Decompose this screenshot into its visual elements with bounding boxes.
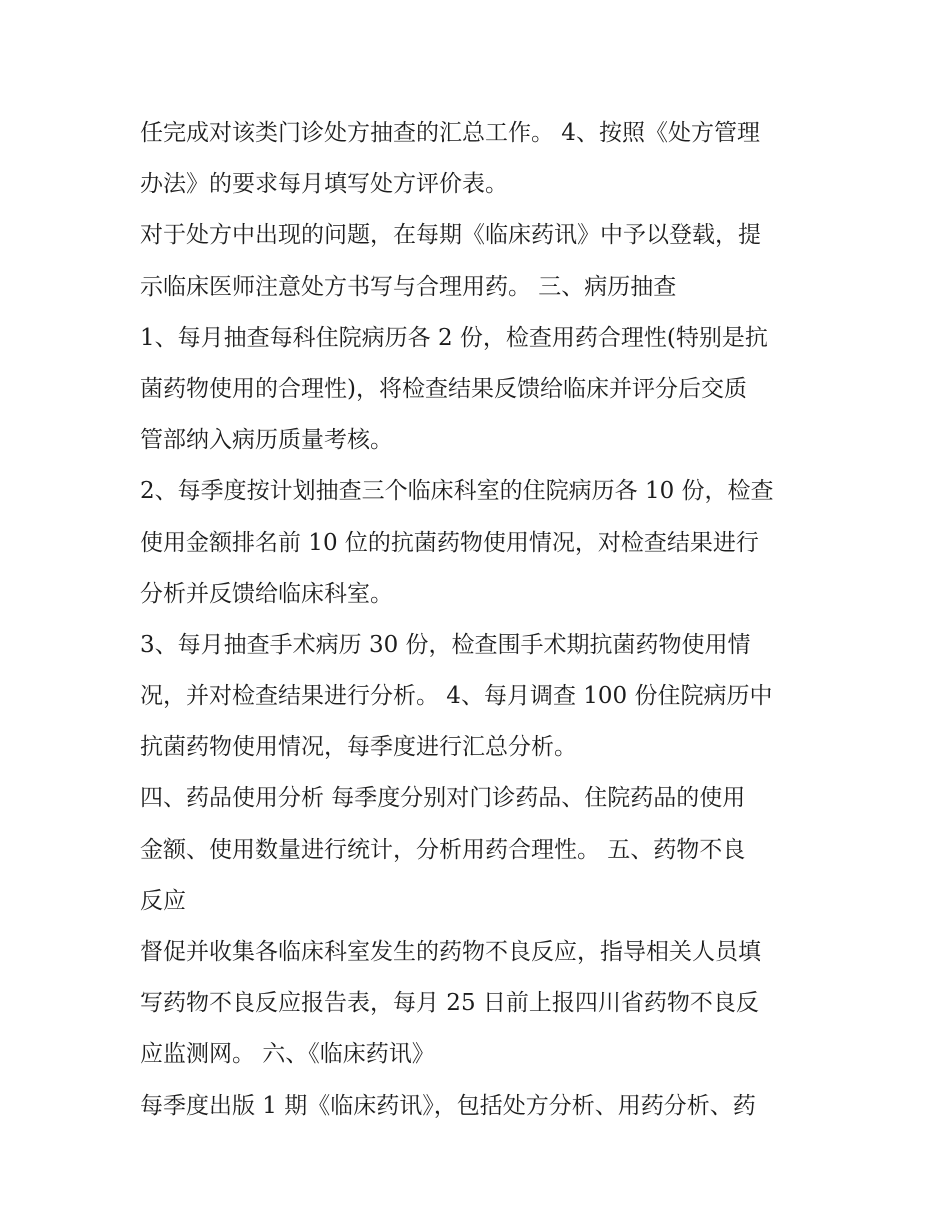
text-line: 2、每季度按计划抽查三个临床科室的住院病历各 10 份，检查 xyxy=(140,478,774,505)
text-line: 督促并收集各临床科室发生的药物不良反应，指导相关人员填 xyxy=(140,939,761,965)
text-line: 况，并对检查结果进行分析。 4、每月调查 100 份住院病历中 xyxy=(140,683,773,710)
text-line: 使用金额排名前 10 位的抗菌药物使用情况，对检查结果进行 xyxy=(140,529,759,556)
text-line: 对于处方中出现的问题，在每期《临床药讯》中予以登载，提 xyxy=(140,222,761,249)
text-line: 菌药物使用的合理性)，将检查结果反馈给临床并评分后交质 xyxy=(140,375,747,402)
text-line: 示临床医师注意处方书写与合理用药。 三、病历抽查 xyxy=(140,273,677,300)
text-line: 任完成对该类门诊处方抽查的汇总工作。 4、按照《处方管理 xyxy=(140,120,760,146)
text-line: 金额、使用数量进行统计，分析用药合理性。 五、药物不良 xyxy=(140,836,746,863)
text-line: 办法》的要求每月填写处方评价表。 xyxy=(140,171,508,198)
text-line: 分析并反馈给临床科室。 xyxy=(140,580,393,607)
text-line: 1、每月抽查每科住院病历各 2 份，检查用药合理性(特别是抗 xyxy=(140,324,768,351)
text-line: 四、药品使用分析 每季度分别对门诊药品、住院药品的使用 xyxy=(140,785,746,812)
text-line: 反应 xyxy=(140,887,186,914)
text-line: 抗菌药物使用情况，每季度进行汇总分析。 xyxy=(140,734,577,761)
text-line: 写药物不良反应报告表，每月 25 日前上报四川省药物不良反 xyxy=(140,990,759,1017)
document-body xyxy=(140,108,820,1132)
text-line: 3、每月抽查手术病历 30 份，检查围手术期抗菌药物使用情 xyxy=(140,631,751,658)
text-line: 应监测网。 六、《临床药讯》 xyxy=(140,1041,435,1068)
text-line: 管部纳入病历质量考核。 xyxy=(140,427,393,454)
text-line: 每季度出版 1 期《临床药讯》，包括处方分析、用药分析、药 xyxy=(140,1092,756,1119)
